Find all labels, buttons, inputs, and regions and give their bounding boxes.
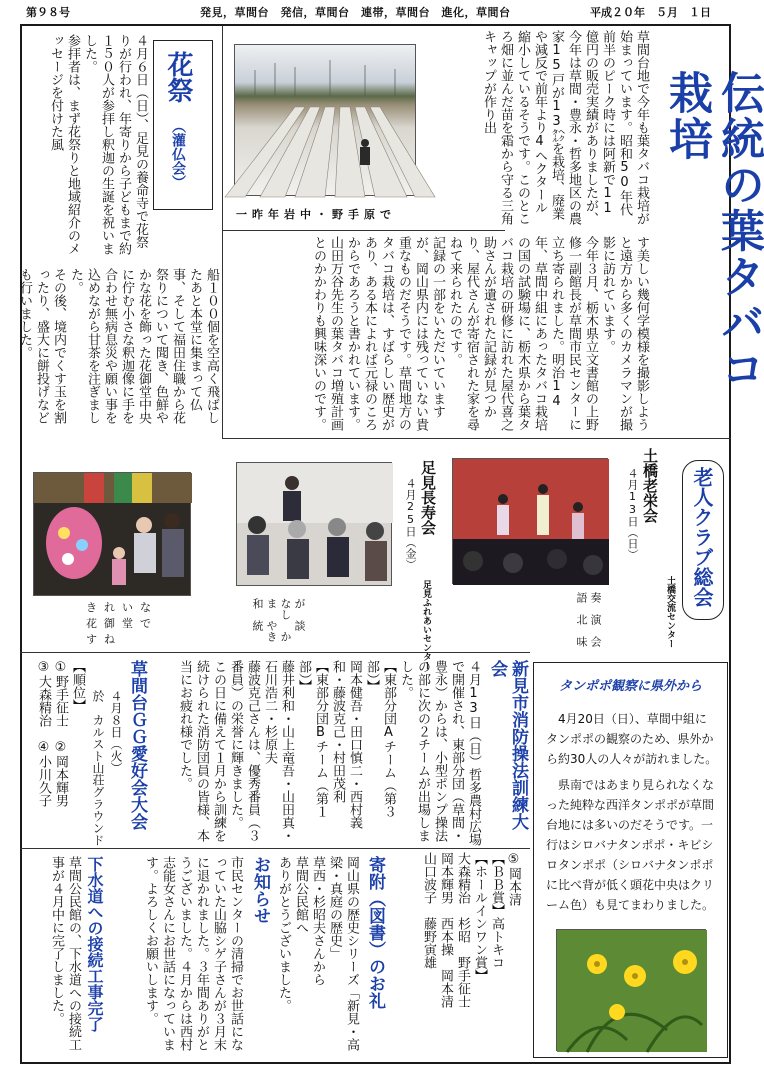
shobo-team-b: 藤井利和・山上竜吾・山田真・石川浩二・杉原夫 (262, 660, 294, 842)
shobo-title: 新見市消防操法訓練大会 (487, 660, 528, 830)
divider (222, 26, 223, 438)
tobacco-paragraph: す美しい幾何学模様を撮影しようと遠方から多くのカメラマンが撮影に訪れています。 (600, 236, 649, 431)
gesui-title: 下水道への接続工事完了 (85, 856, 104, 1032)
tobacco-title: 伝統の葉タバコ栽培 (661, 70, 764, 392)
stage-performance-illustration (453, 459, 609, 585)
meeting-illustration (237, 463, 393, 587)
kifu-body (276, 856, 360, 1056)
divider (222, 438, 731, 439)
gg-date: ４月８日（火） (109, 690, 123, 774)
masthead-slogan: 発見，草間台 発信，草間台 連帯，草間台 進化，草間台 (200, 6, 511, 19)
tanpopo-title: タンポポ観察に県外から (558, 679, 702, 694)
divider (222, 230, 505, 231)
gg-title: 草間台ＧＧ愛好会大会 (127, 660, 147, 830)
gg-hio-names: 大森精治 杉昭 野手征士 (455, 852, 470, 1008)
dandelion-photo (556, 929, 706, 1051)
hanamatsuri-photo (33, 472, 191, 596)
roujin-performance-photo (452, 458, 608, 584)
gg-hio-names: 山口波子 藤野寅雄 (421, 852, 436, 969)
hanamatsuri-top-columns (24, 34, 149, 260)
shobo-team-a: 岡本健吾・田口慎二・西村義和・藤波克己・村田茂利 (330, 660, 362, 829)
roujin-event2-date: ４月25日（金） (404, 478, 417, 570)
roujin-event1-name: 土橋老栄会 (641, 448, 659, 523)
divider (20, 848, 530, 849)
gg-rank-row: ①野手征士 ②岡本輝男 (53, 660, 68, 807)
hanamatsuri-lower-columns (17, 268, 220, 436)
roujin-title: 老人クラブ総会 (690, 467, 714, 607)
gg-place: 於 カルスト山荘グラウンド (91, 690, 105, 846)
kifu-line: 草西・杉昭夫さんから (310, 856, 325, 986)
tobacco-photo-caption: 一昨年岩中・野手原で (236, 208, 396, 221)
tanpopo-box (533, 662, 728, 1058)
dandelion-illustration (557, 930, 707, 1052)
gesui-body: 草間公民館の、下水道への接続工事が４月中に完了しました。 (49, 856, 81, 1051)
kifu-title: 寄附（図書）のお礼 (365, 856, 385, 1009)
shobo-body (177, 660, 482, 846)
shobo-award: 藤波克己さんは、優秀番員（３番員）の栄誉に輝きました。 (228, 660, 260, 842)
roujin-event1-place: 土橋交流センター (665, 576, 675, 648)
gg-rank-row: ③大森精治 ④小川久子 (36, 660, 51, 807)
roujin-event2-name: 足見長寿会 (419, 460, 437, 535)
gg-ranking (30, 660, 86, 830)
gg-hio-award: 【ホールインワン賞】 (472, 852, 487, 982)
tobacco-paragraph: 哲多地区の農家15戸が13㌶を栽培、廃業や減反で前年より4ヘクタール縮小しているそうです。 (515, 30, 581, 225)
hanamatsuri-title-box (153, 40, 213, 210)
gg-rank-row: ⑤岡本清 (506, 852, 521, 906)
tobacco-intro-columns (481, 30, 650, 225)
tobacco-paragraph: 記録の一部をいただいていますが、岡山県内には残っていない貴重なものだそうです。草間地方のタバコ栽培は、すばらしい歴史があり、ある本によれば元禄のころからであろうと書かれています。山田万谷先生の葉タバコ増殖計画とのかかわりも興味深いのです。 (311, 236, 445, 431)
tobacco-body-columns (240, 236, 650, 434)
hanamatsuri-subtitle: （灌仏会） (170, 119, 186, 189)
oshirase-body: 市民センターの清掃でお世話になっていた山脇シゲ子さんが３月末に退かれました。３年間ありがとうございました。４月からは西村志能女さんにお世話になっています。よろしくお願いします。 (143, 856, 243, 1051)
hanamatsuri-title: 花祭 (163, 51, 193, 103)
kifu-line: ありがとうございました。 (276, 856, 291, 1012)
roujin-event1-date: ４月13日（日） (626, 468, 639, 560)
issue-number: 第９８号 (26, 6, 70, 19)
roujin-program-left: が 談 なし かま やき 和 統 (251, 598, 306, 653)
shobo-team-a-head: 【東部分団Aチーム（第３部）】 (364, 660, 396, 818)
tobacco-field-illustration (235, 45, 417, 197)
hanamatsuri-paragraph: 参拝者は、まず花祭りと地域紹介のメッセージを付けた風 (48, 34, 80, 255)
hanamatsuri-photo-caption: きれいな花御堂ですね (86, 601, 158, 646)
gg-awards (404, 852, 522, 1062)
gg-hio-names: 岡本輝男 西本操 岡本清 (438, 852, 453, 1008)
oshirase-title: お知らせ (250, 856, 270, 924)
gg-ranking-head: 【順位】 (70, 660, 85, 712)
tobacco-paragraph: 今年３月、栃木県立文書館の上野修一副館長が草間市民センターに立ち寄られました。明治14年、草間中組にあったタバコ栽培の国の試験場に、栃木県から葉タバコ栽培の研修に訪れた屋代喜之助さんが遺された記録が見つかり、屋代さんが寄宿された家を尋ねて来られたのです。 (447, 236, 598, 431)
kifu-line: 草間公民館へ (293, 856, 308, 934)
shobo-thanks: この日に備えて１月から訓練を続けられた消防団員の皆様、本当にお疲れ様でした。 (177, 660, 226, 842)
shobo-intro: ４月13日（日）哲多農村広場で開催され、東部分団（草間・豊永）からは、小型ポンプ操法の部に次の２チームが出場しました。 (398, 660, 481, 846)
roujin-title-box (682, 460, 724, 620)
tanpopo-paragraph-2: 県南ではあまり見られなくなった純粋な西洋タンポポが草間台地には多いのだそうです。一行はシロバナタンポポ・キビシロタンポポ（シロバナタンポポに比べ背が低く頭花中央はクリーム色）も見てまわりました。 (546, 778, 715, 912)
hanamatsuri-paragraph: 船１００個を空高く飛ばしたあと本堂に集まって仏事、そして福田住職から花祭りについて聞き、色鮮やかな花を飾った花御堂中央に佇む小さな釈迦像に手を合わせ無病息災や願い事を込めながら甘茶を注ぎました。 (68, 268, 219, 424)
tanpopo-paragraph-1: 4月20日（日）、草間中組にタンポポの観察のため、県外から約30人の人々が訪れました。 (546, 712, 718, 766)
tobacco-paragraph: このところ畑に並んだ苗を霜から守る三角キャップが作り出 (481, 30, 530, 225)
tobacco-paragraph: 昭和50年代前半のピーク時には阿新で11億円の販売実績がありましたが、今年は草間・豊永・ (566, 30, 632, 225)
tobacco-field-photo (234, 44, 416, 196)
tobacco-paragraph: 草間台地で今年も葉タバコ栽培が始まっています。 (617, 30, 649, 225)
hanamatsuri-paragraph: その後、境内でくす玉を割ったり、盛大に餅投げなども行いました。 (17, 268, 66, 424)
roujin-meeting-photo (236, 462, 392, 586)
flower-shrine-illustration (34, 473, 192, 597)
kifu-line: 岡山県の歴史シリーズ「新見・高梁・真庭の歴史」 (327, 856, 359, 1051)
issue-date: 平成２０年 ５月 １日 (590, 6, 711, 19)
shobo-team-b-head: 【東部分団Bチーム（第１部）】 (296, 660, 328, 818)
gg-bb-award: 【ＢＢ賞】高トキコ (489, 852, 504, 969)
roujin-event2-place: 足見ふれあいセンター (421, 580, 431, 670)
roujin-program-right: 奏 演 会 語 北 味 (575, 592, 602, 658)
hanamatsuri-paragraph: ４月６日（日）、足見の養命寺で花祭りが行われ、年寄りから子どもまで約１５０人が参拝し釈迦の生誕を祝いました。 (82, 34, 148, 255)
